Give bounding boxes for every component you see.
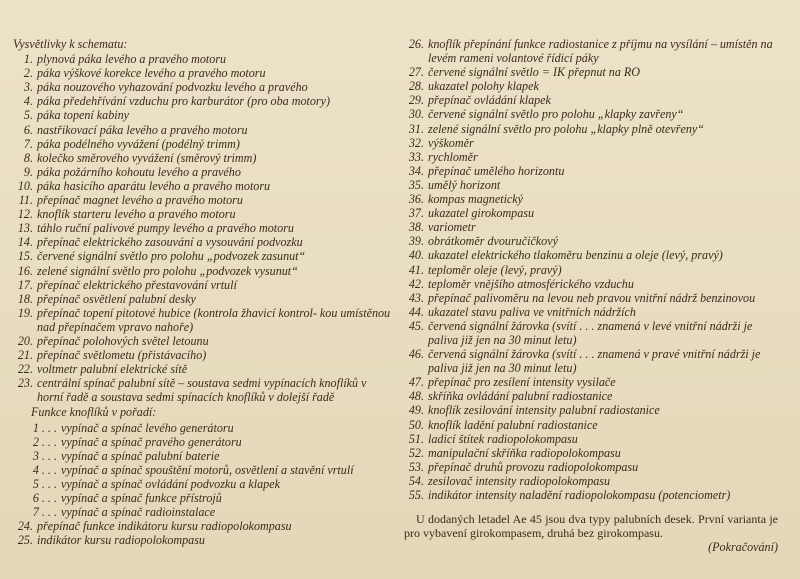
item-text: manipulační skříňka radiopolokompasu: [428, 445, 621, 460]
item-number: 47.: [408, 375, 424, 390]
legend-item: [13, 533, 391, 547]
legend-item: [13, 193, 391, 207]
item-text: přepínač umělého horizontu: [428, 163, 565, 178]
legend-item: [404, 192, 778, 206]
legend-item: [13, 505, 391, 519]
item-number: 12.: [17, 207, 33, 222]
item-text: centrální spínač palubní sítě – soustava sedmi vypínacích knoflíků v horní řadě a soustava sedmi spínacích knoflíků v dolejší řadě: [37, 376, 367, 405]
item-text: výškoměr: [428, 135, 474, 150]
item-text: knoflík ladění palubní radiostanice: [428, 417, 598, 432]
legend-item: [404, 277, 778, 291]
legend-item: [404, 178, 778, 192]
item-number: 51.: [408, 431, 424, 446]
legend-item: [13, 463, 391, 477]
item-number: 17.: [17, 277, 33, 292]
legend-item: [13, 491, 391, 505]
legend-item: [404, 206, 778, 220]
legend-item: [404, 122, 778, 136]
item-text: páka předehřívání vzduchu pro karburátor (pro oba motory): [37, 94, 331, 109]
legend-item: [13, 123, 391, 137]
item-text: obrátkoměr dvouručičkový: [428, 234, 558, 249]
item-text: přepínač elektrického přestavování vrtulí: [37, 277, 237, 292]
legend-item: [13, 179, 391, 193]
item-text: páka hasicího aparátu levého a pravého motoru: [37, 178, 271, 193]
legend-item: [404, 220, 778, 234]
item-text: teploměr oleje (levý, pravý): [428, 262, 562, 277]
item-number: 2.: [23, 66, 33, 81]
legend-item: [404, 347, 778, 375]
item-number: 5 . . .: [32, 476, 57, 491]
item-number: 36.: [408, 192, 424, 207]
item-text: přepínač elektrického zasouvání a vysouvání podvozku: [37, 235, 303, 250]
item-text: přepínač polohových světel letounu: [37, 333, 209, 348]
legend-item: [404, 488, 778, 502]
item-text: táhlo ruční palivové pumpy levého a pravého motoru: [37, 221, 294, 236]
legend-item: [13, 249, 391, 263]
item-text: červená signální žárovka (svítí . . . znamená v levé vnitřní nádrži je paliva již jen na 30 minut letu): [428, 318, 753, 347]
legend-item: [13, 52, 391, 66]
item-text: červená signální žárovka (svítí . . . znamená v pravé vnitřní nádrži je paliva již jen na 30 minut letu): [428, 347, 761, 376]
item-text: vypínač a spínač funkce přístrojů: [61, 491, 222, 505]
item-number: 3 . . .: [32, 448, 57, 463]
legend-item: [13, 306, 391, 334]
legend-item: [13, 221, 391, 235]
legend-heading: Vysvětlivky k schematu:: [13, 37, 128, 51]
item-number: 44.: [408, 304, 424, 319]
item-number: 45.: [408, 318, 424, 333]
item-number: 39.: [408, 234, 424, 249]
legend-item: [13, 435, 391, 449]
legend-item: [404, 460, 778, 474]
item-text: voltmetr palubní elektrické sítě: [37, 362, 188, 377]
continued-label: (Pokračování): [708, 540, 778, 555]
item-number: 41.: [408, 262, 424, 277]
item-number: 30.: [408, 107, 424, 122]
legend-item: [404, 248, 778, 262]
item-text: vypínač a spínač palubní baterie: [61, 448, 220, 463]
item-number: 21.: [17, 348, 33, 363]
item-number: 49.: [408, 403, 424, 418]
item-number: 23.: [17, 376, 33, 391]
item-number: 43.: [408, 290, 424, 305]
legend-item: [13, 348, 391, 362]
legend-item: [404, 389, 778, 403]
legend-item: [404, 375, 778, 389]
item-text: přepínač druhů provozu radiopolokompasu: [428, 459, 639, 474]
item-text: páka topení kabiny: [37, 108, 130, 123]
legend-list-right: [404, 37, 778, 502]
legend-item: [404, 446, 778, 460]
item-text: přepínač funkce indikátoru kursu radiopolokompasu: [37, 519, 292, 534]
item-text: vypínač a spínač levého generátoru: [61, 420, 234, 435]
legend-list-left-tail: [13, 519, 391, 547]
item-number: 40.: [408, 248, 424, 263]
legend-item: [13, 334, 391, 348]
item-number: 46.: [408, 347, 424, 362]
legend-item: [404, 79, 778, 93]
item-number: 19.: [17, 305, 33, 320]
item-number: 38.: [408, 220, 424, 235]
item-text: teploměr vnějšího atmosférického vzduchu: [428, 276, 634, 291]
legend-item: [404, 107, 778, 121]
item-number: 33.: [408, 149, 424, 164]
item-text: plynová páka levého a pravého motoru: [37, 52, 227, 67]
item-number: 11.: [18, 193, 33, 208]
item-number: 15.: [17, 249, 33, 264]
legend-item: [13, 66, 391, 80]
item-number: 37.: [408, 206, 424, 221]
legend-item: [13, 137, 391, 151]
item-text: přepínač magnet levého a pravého motoru: [37, 193, 243, 208]
item-number: 4 . . .: [32, 462, 57, 477]
item-number: 34.: [408, 163, 424, 178]
item-number: 32.: [408, 135, 424, 150]
item-text: vypínač a spínač radioinstalace: [61, 505, 216, 520]
item-text: přepínač palivoměru na levou neb pravou vnitřní nádrž benzinovou: [428, 290, 756, 305]
legend-item: [404, 65, 778, 79]
item-text: variometr: [428, 220, 476, 235]
legend-item: [13, 362, 391, 376]
legend-item: [404, 432, 778, 446]
item-text: knoflík starteru levého a pravého motoru: [37, 207, 236, 222]
item-number: 7.: [23, 136, 33, 151]
legend-item: [404, 403, 778, 417]
item-text: kolečko směrového vyvážení (směrový trimm): [37, 150, 257, 165]
item-number: 1 . . .: [32, 420, 57, 435]
item-text: vypínač a spínač ovládání podvozku a klapek: [61, 476, 280, 491]
legend-item: [404, 164, 778, 178]
legend-item: [404, 263, 778, 277]
item-number: 26.: [408, 37, 424, 51]
item-number: 6 . . .: [32, 491, 57, 505]
item-number: 16.: [17, 263, 33, 278]
item-number: 5.: [23, 108, 33, 123]
item-text: zelené signální světlo pro polohu „klapky plně otevřeny“: [428, 121, 704, 136]
item-text: vypínač a spínač pravého generátoru: [61, 434, 242, 449]
legend-item: [404, 93, 778, 107]
item-number: 1.: [23, 52, 33, 67]
item-text: indikátor intensity naladění radiopolokompasu (potenciometr): [428, 488, 731, 502]
item-text: páka výškové korekce levého a pravého motoru: [37, 66, 266, 81]
item-number: 29.: [408, 93, 424, 108]
legend-item: [404, 474, 778, 488]
item-text: červené signální světlo pro polohu „klapky zavřeny“: [428, 107, 684, 122]
item-number: 25.: [17, 533, 33, 548]
legend-item: [404, 305, 778, 319]
item-text: přepínač osvětlení palubní desky: [37, 291, 196, 306]
item-text: ukazatel elektrického tlakoměru benzinu a oleje (levý, pravý): [428, 248, 723, 263]
legend-item: [404, 37, 778, 65]
item-text: páka požárního kohoutu levého a pravého: [37, 164, 241, 179]
legend-item: [404, 150, 778, 164]
button-functions-list: [13, 421, 391, 520]
item-number: 10.: [17, 178, 33, 193]
item-text: umělý horizont: [428, 177, 501, 192]
item-text: indikátor kursu radiopolokompasu: [37, 533, 205, 548]
item-number: 42.: [408, 276, 424, 291]
item-text: přepínač pro zesílení intensity vysilače: [428, 375, 616, 390]
item-number: 27.: [408, 65, 424, 80]
item-text: ukazatel girokompasu: [428, 206, 535, 221]
item-text: skříňka ovládání palubní radiostanice: [428, 389, 613, 404]
item-text: nastřikovací páka levého a pravého motoru: [37, 122, 248, 137]
legend-item: [13, 421, 391, 435]
legend-item: [13, 449, 391, 463]
legend-item: [13, 207, 391, 221]
item-number: 7 . . .: [32, 505, 57, 520]
item-text: ukazatel polohy klapek: [428, 79, 539, 94]
legend-item: [13, 278, 391, 292]
item-text: ukazatel stavu paliva ve vnitřních nádržích: [428, 304, 636, 319]
item-text: zelené signální světlo pro polohu „podvozek vysunut“: [37, 263, 298, 278]
note-paragraph: U dodaných letadel Ae 45 jsou dva typy palubních desek. První varianta je pro vybavení girokompasem, druhá bez girokompasu.: [404, 512, 778, 541]
item-number: 18.: [17, 291, 33, 306]
item-number: 53.: [408, 459, 424, 474]
legend-item: [13, 519, 391, 533]
legend-item: [13, 151, 391, 165]
item-text: kompas magnetický: [428, 192, 524, 207]
item-number: 31.: [408, 121, 424, 136]
item-number: 20.: [17, 333, 33, 348]
button-functions-heading: Funkce knoflíků v pořadí:: [31, 405, 157, 420]
item-text: ladicí štítek radiopolokompasu: [428, 431, 578, 446]
legend-item: [404, 136, 778, 150]
legend-item: [13, 80, 391, 94]
legend-item: [404, 319, 778, 347]
legend-item: [404, 291, 778, 305]
right-column: [404, 37, 778, 554]
legend-item: [13, 264, 391, 278]
item-number: 2 . . .: [32, 434, 57, 449]
item-text: rychloměr: [428, 149, 478, 164]
item-number: 24.: [17, 519, 33, 534]
legend-item: [13, 165, 391, 179]
item-text: knoflík zesilování intensity palubní radiostanice: [428, 403, 660, 418]
legend-item: [13, 235, 391, 249]
item-number: 13.: [17, 221, 33, 236]
item-number: 35.: [408, 177, 424, 192]
legend-item: [404, 234, 778, 248]
item-number: 8.: [23, 150, 33, 165]
item-number: 6.: [23, 122, 33, 137]
item-number: 55.: [408, 488, 424, 502]
item-text: přepínač ovládání klapek: [428, 93, 551, 108]
item-number: 14.: [17, 235, 33, 250]
legend-item: [13, 292, 391, 306]
item-number: 22.: [17, 362, 33, 377]
button-functions: [13, 405, 391, 519]
legend-item: [13, 376, 391, 404]
legend-item: [13, 477, 391, 491]
item-number: 4.: [23, 94, 33, 109]
left-column: [13, 37, 391, 547]
item-text: červené signální světlo = IK přepnut na RO: [428, 65, 641, 80]
legend-item: [13, 108, 391, 122]
item-text: páka nouzového vyhazování podvozku levého a pravého: [37, 80, 308, 95]
item-text: přepínač topení pitotové hubice (kontrola žhavicí kontrol- kou umístěnou nad přepínačem vpravo nahoře): [37, 305, 391, 334]
legend-list-left: [13, 52, 391, 404]
item-text: zesilovač intensity radiopolokompasu: [428, 473, 611, 488]
legend-item: [13, 94, 391, 108]
item-text: páka podélného vyvážení (podélný trimm): [37, 136, 240, 151]
legend-item: [404, 418, 778, 432]
item-number: 50.: [408, 417, 424, 432]
item-number: 52.: [408, 445, 424, 460]
item-number: 3.: [23, 80, 33, 95]
item-number: 48.: [408, 389, 424, 404]
item-text: červené signální světlo pro polohu „podvozek zasunut“: [37, 249, 306, 264]
item-number: 9.: [23, 164, 33, 179]
item-number: 28.: [408, 79, 424, 94]
item-number: 54.: [408, 473, 424, 488]
item-text: vypínač a spínač spouštění motorů, osvětlení a stavění vrtulí: [61, 462, 354, 477]
item-text: knoflík přepínání funkce radiostanice z příjmu na vysílání – umístěn na levém rameni volantové řídicí páky: [428, 37, 773, 66]
item-text: přepínač světlometu (přistávacího): [37, 348, 207, 363]
